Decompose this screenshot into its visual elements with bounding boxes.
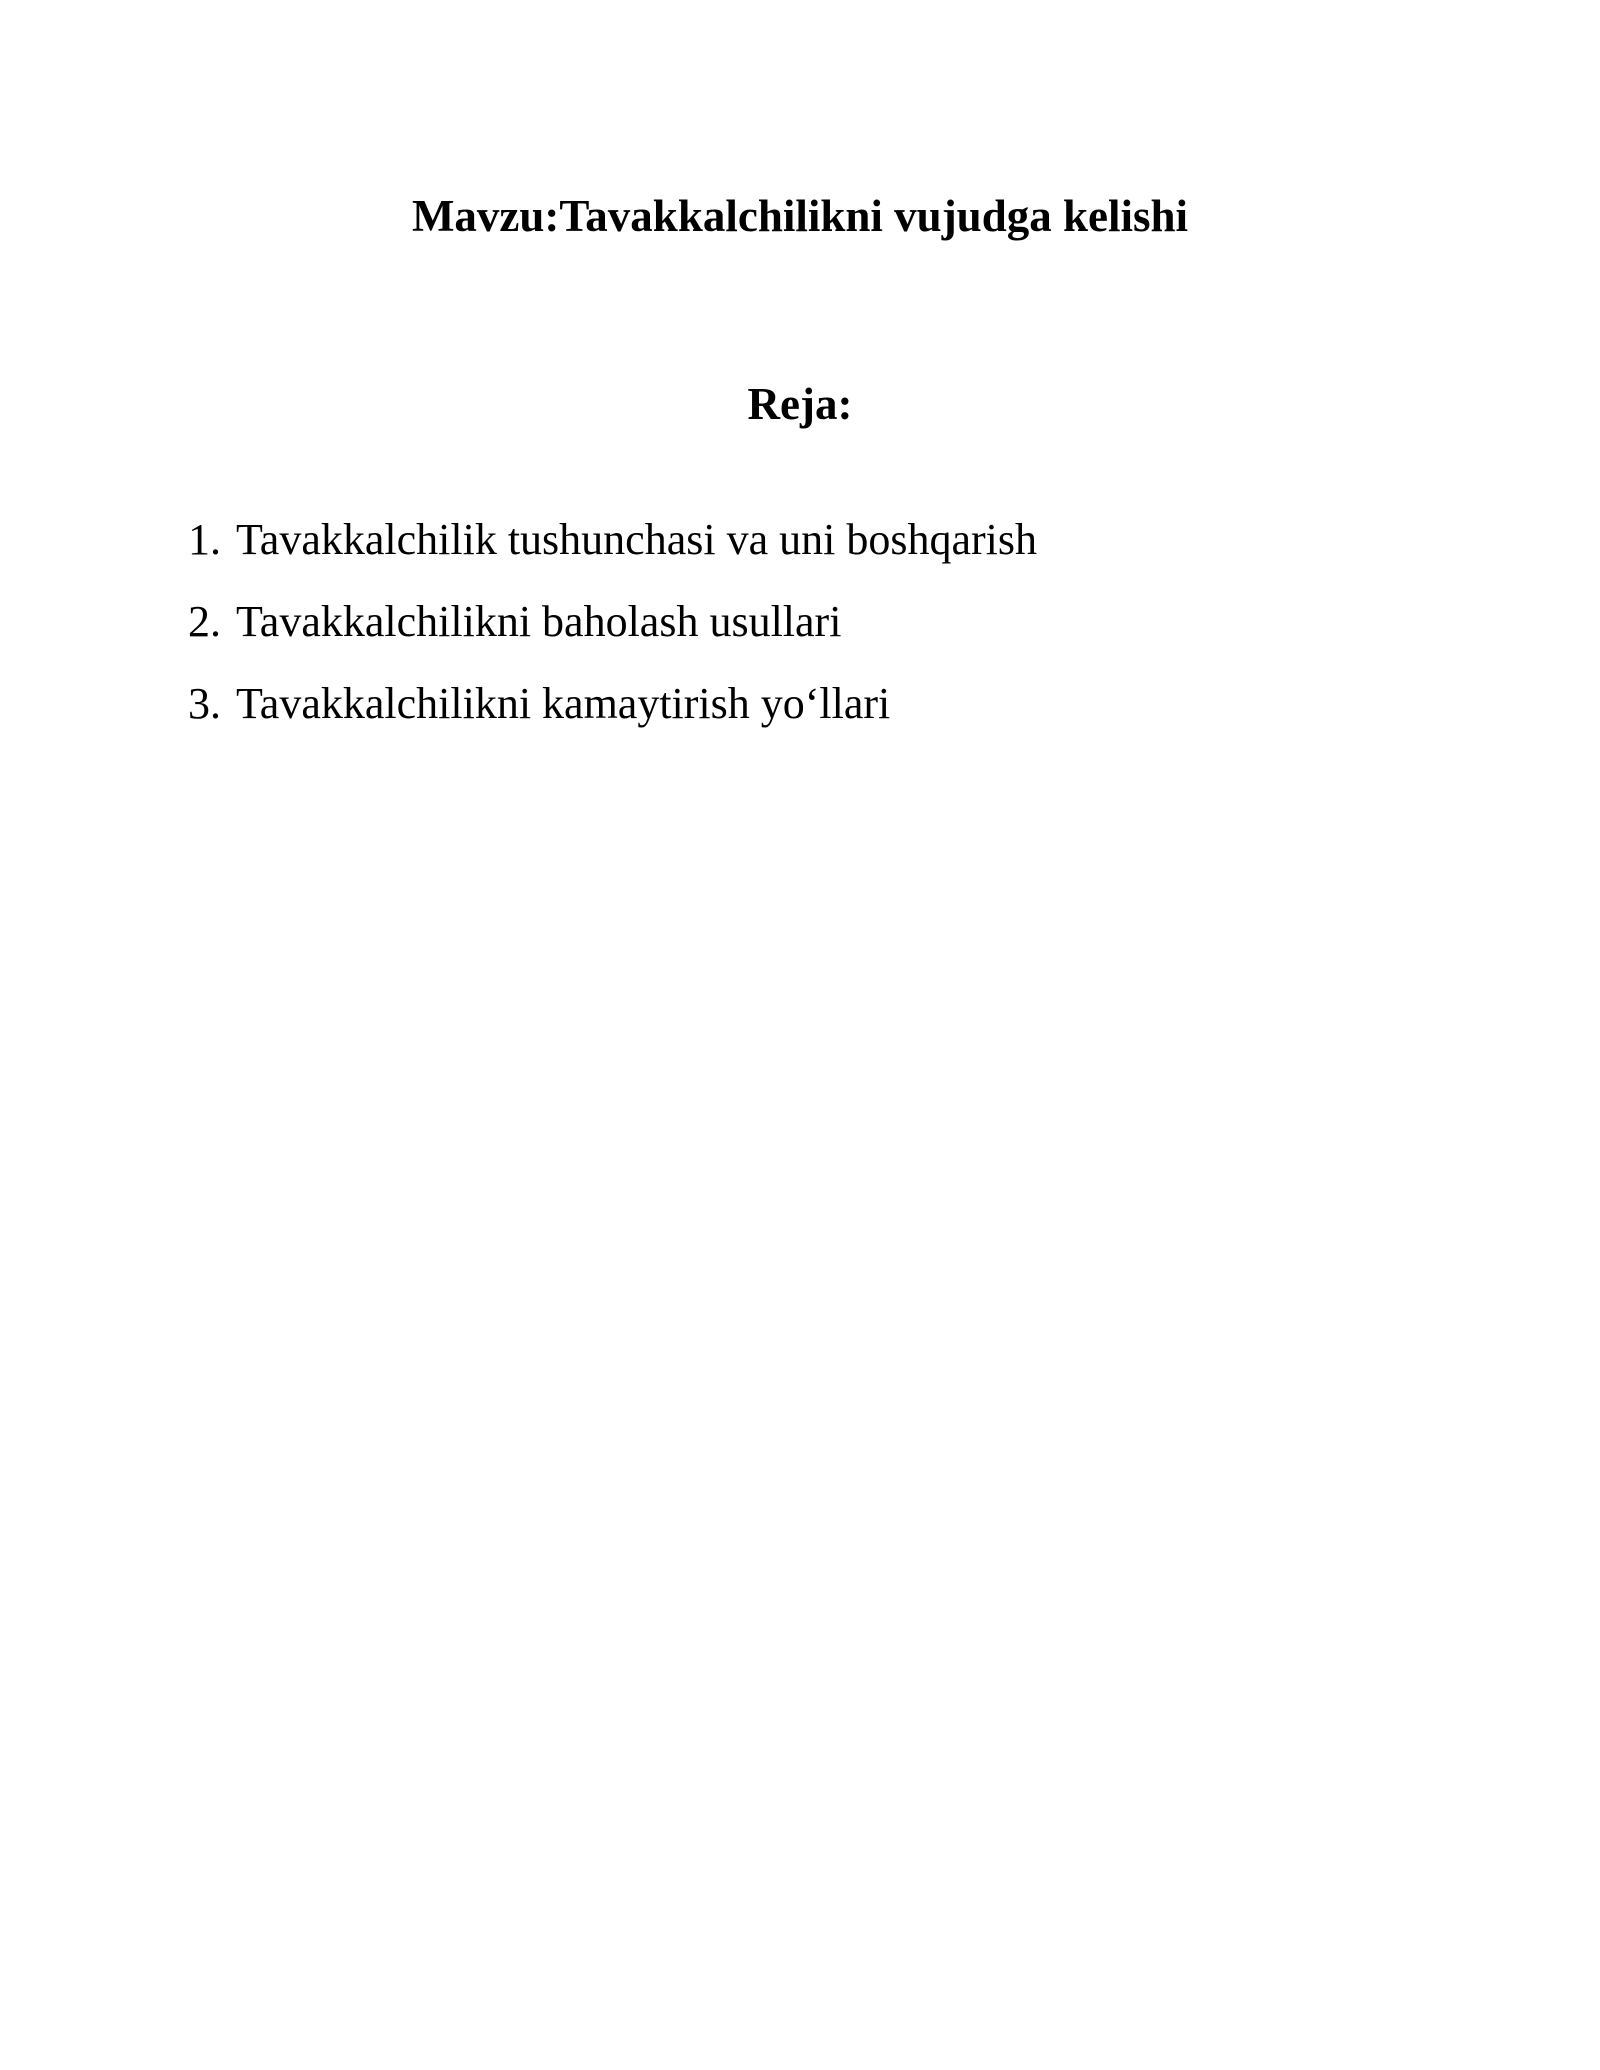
document-title: Mavzu:Tavakkalchilikni vujudga kelishi <box>411 191 1189 241</box>
plan-heading: Reja: <box>747 379 853 429</box>
plan-list <box>188 512 1037 758</box>
plan-item-text: Tavakkalchilikni baholash usullari <box>236 597 842 646</box>
plan-item <box>188 594 1037 650</box>
plan-item <box>188 512 1037 568</box>
plan-item <box>188 676 1037 732</box>
plan-item-number: 3. <box>188 679 221 728</box>
plan-item-number: 1. <box>188 515 221 564</box>
plan-item-number: 2. <box>188 597 221 646</box>
plan-item-text: Tavakkalchilik tushunchasi va uni boshqarish <box>236 515 1037 564</box>
plan-item-text: Tavakkalchilikni kamaytirish yo‘llari <box>236 679 891 728</box>
